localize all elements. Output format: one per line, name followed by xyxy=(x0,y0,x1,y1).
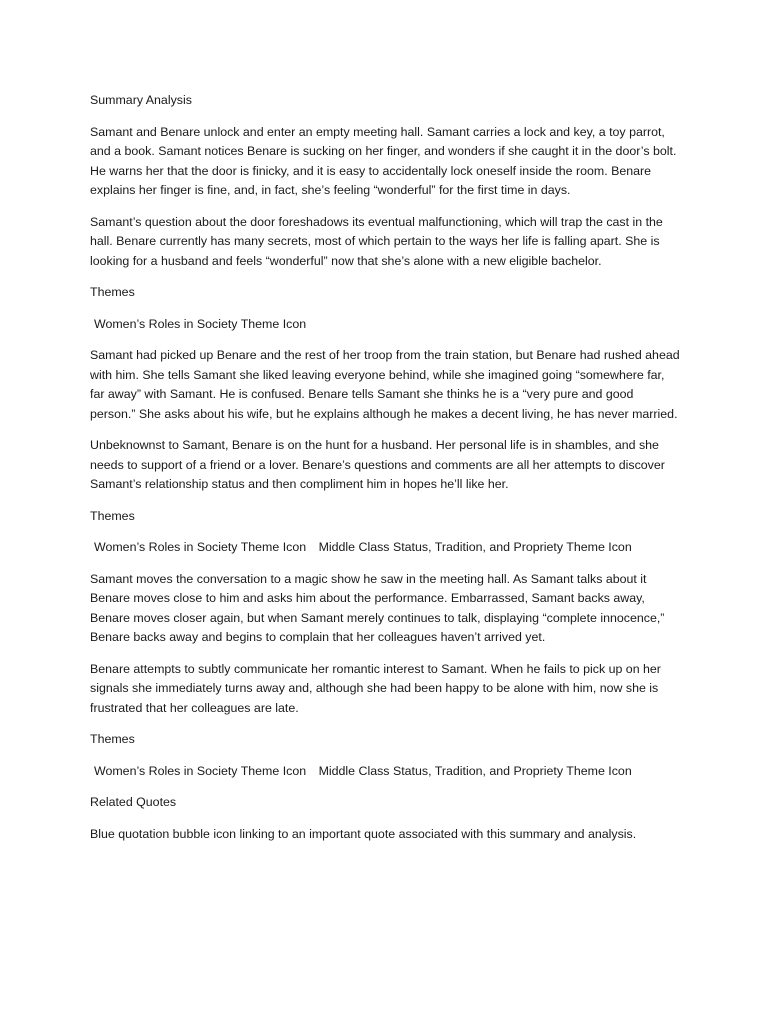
themes-heading-3: Themes xyxy=(90,732,135,746)
theme-womens-roles: Women’s Roles in Society Theme Icon xyxy=(94,540,307,554)
theme-middle-class-status: Middle Class Status, Tradition, and Propriety Theme Icon xyxy=(318,763,632,778)
theme-middle-class-status: Middle Class Status, Tradition, and Propriety Theme Icon xyxy=(318,540,632,554)
themes-list-3 xyxy=(94,762,680,782)
theme-womens-roles: Women’s Roles in Society Theme Icon xyxy=(94,316,307,331)
summary-paragraph-3: Samant moves the conversation to a magic show he saw in the meeting hall. As Samant talks about it Benare moves close to him and asks him about the performance. Embarrassed, Samant backs away, Benare moves closer again, but when Samant merely continues to talk, displaying “complete innocence,” Benare backs away and begins to complain that her colleagues haven’t arrived yet. xyxy=(90,571,665,644)
related-quotes-heading: Related Quotes xyxy=(90,795,177,809)
page-title: Summary Analysis xyxy=(90,93,192,107)
summary-paragraph-1: Samant and Benare unlock and enter an empty meeting hall. Samant carries a lock and key, a toy parrot, and a book. Samant notices Benare is sucking on her finger, and wonders if she caught it in the door’s bolt. He warns her that the door is finicky, and it is easy to accidentally lock oneself inside the room. Benare explains her finger is fine, and, in fact, she’s feeling “wonderful” for the first time in days. xyxy=(90,124,677,197)
themes-list-1 xyxy=(94,315,680,335)
themes-heading-2: Themes xyxy=(90,508,135,523)
document-page xyxy=(90,91,680,856)
themes-heading-1: Themes xyxy=(90,285,135,299)
analysis-paragraph-2: Unbeknownst to Samant, Benare is on the hunt for a husband. Her personal life is in shambles, and she needs to support of a friend or a lover. Benare’s questions and comments are all her attempts to discover Samant’s relationship status and then compliment him in hopes he’ll like her. xyxy=(90,438,665,491)
summary-paragraph-2: Samant had picked up Benare and the rest of her troop from the train station, but Benare had rushed ahead with him. She tells Samant she liked leaving everyone behind, while she imagined going “somewhere far, far away” with Samant. He is confused. Benare tells Samant she thinks he is a “very pure and good person.” She asks about his wife, but he explains although he makes a decent living, he has never married. xyxy=(90,348,680,421)
analysis-paragraph-1: Samant’s question about the door foreshadows its eventual malfunctioning, which will trap the cast in the hall. Benare currently has many secrets, most of which pertain to the ways her life is falling apart. She is looking for a husband and feels “wonderful” now that she’s alone with a new eligible bachelor. xyxy=(90,214,663,268)
analysis-paragraph-3: Benare attempts to subtly communicate her romantic interest to Samant. When he fails to pick up on her signals she immediately turns away and, although she had been happy to be alone with him, now she is frustrated that her colleagues are late. xyxy=(90,661,661,715)
themes-list-2 xyxy=(94,538,680,558)
theme-womens-roles: Women’s Roles in Society Theme Icon xyxy=(94,763,307,778)
related-quotes-paragraph: Blue quotation bubble icon linking to an important quote associated with this summary and analysis. xyxy=(90,826,637,841)
